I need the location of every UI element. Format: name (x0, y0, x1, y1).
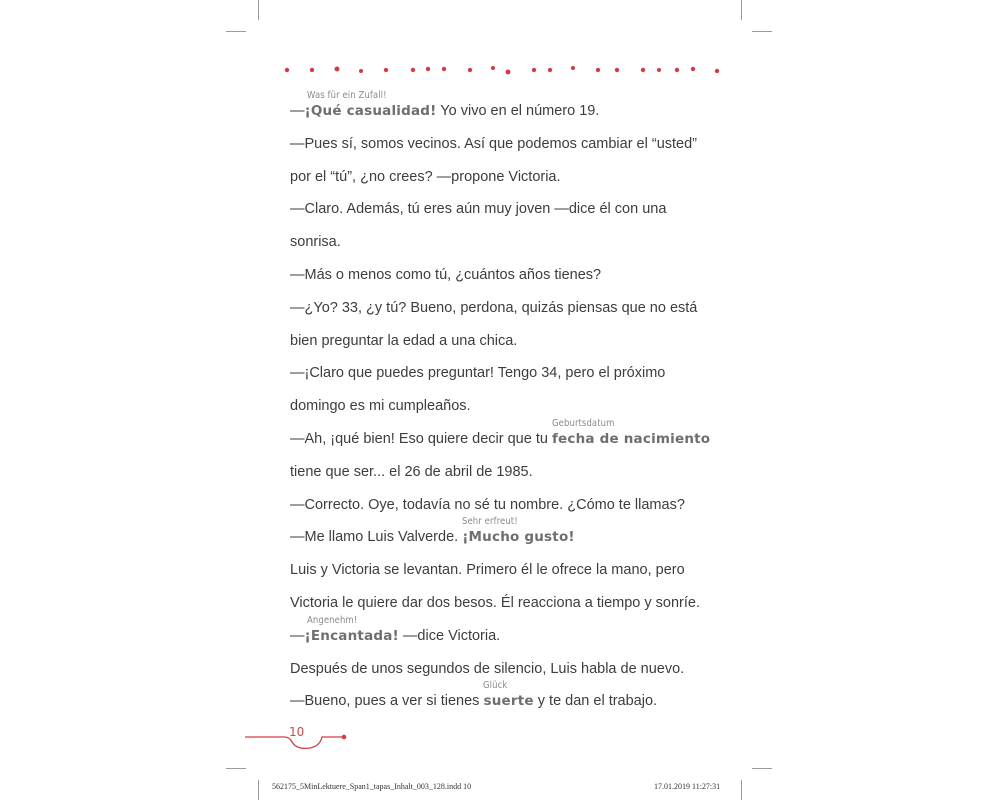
print-slug-date: 17.01.2019 11:27:31 (654, 782, 721, 791)
text-line (290, 594, 700, 612)
text-segment: tiene que ser... el 26 de abril de 1985. (290, 463, 533, 480)
text-segment: Luis y Victoria se levantan. Primero él le ofrece la mano, pero (290, 562, 685, 579)
text-segment: —Claro. Además, tú eres aún muy joven —dice él con una (290, 201, 667, 218)
keyword: ¡Mucho gusto! (462, 529, 575, 546)
crop-mark-bottom-left (258, 780, 259, 800)
text-line (290, 418, 711, 448)
text-line (290, 90, 600, 120)
text-segment: sonrisa. (290, 234, 341, 251)
text-line (290, 200, 666, 218)
text-line (290, 463, 533, 481)
text-segment: bien preguntar la edad a una chica. (290, 332, 518, 349)
text-segment: y te dan el trabajo. (533, 693, 658, 710)
keyword: ¡Encantada! (304, 627, 399, 644)
text-segment: Victoria le quiere dar dos besos. Él reacciona a tiempo y sonríe. (290, 595, 700, 611)
german-gloss: Was für ein Zufall! (306, 90, 387, 101)
keyword: ¡Qué casualidad! (304, 103, 437, 119)
text-line (290, 660, 684, 678)
text-line (290, 332, 517, 350)
text-segment: —¿Yo? 33, ¿y tú? Bueno, perdona, quizás piensas que no está (290, 299, 698, 316)
text-segment: Yo vivo en el número 19. (436, 103, 600, 119)
crop-mark-bottom-right (741, 780, 742, 800)
text-line (290, 168, 561, 186)
text-line (290, 299, 697, 317)
text-line (290, 233, 341, 251)
text-segment: — (290, 103, 305, 119)
text-segment: —Correcto. Oye, todavía no sé tu nombre. ¿Cómo te llamas? (290, 496, 685, 513)
text-segment: —Pues sí, somos vecinos. Así que podemos cambiar el “usted” (290, 135, 697, 152)
text-segment: —Me llamo Luis Valverde. (290, 529, 463, 546)
text-line (290, 680, 658, 710)
text-segment: —Bueno, pues a ver si tienes (290, 693, 484, 710)
page-number: 10 (289, 725, 305, 739)
text-line (290, 135, 697, 153)
keyword-with-gloss (304, 614, 399, 644)
text-line (290, 516, 575, 546)
german-gloss: Sehr erfreut! (462, 516, 518, 528)
keyword-with-gloss (551, 418, 711, 447)
text-segment: por el “tú”, ¿no crees? —propone Victoria. (290, 168, 561, 185)
text-segment: —Más o menos como tú, ¿cuántos años tienes? (290, 267, 602, 283)
crop-mark-left-bottom (226, 768, 246, 769)
print-slug-file: 562175_5MinLektuere_Span1_tapas_Inhalt_003_128.indd 10 (272, 782, 472, 791)
german-gloss: Glück (483, 680, 508, 692)
text-segment: domingo es mi cumpleaños. (290, 398, 471, 415)
keyword: suerte (483, 693, 534, 710)
text-line (290, 496, 685, 514)
keyword-with-gloss (304, 90, 437, 119)
text-segment: —dice Victoria. (398, 627, 501, 644)
text-line (290, 614, 501, 645)
text-line (290, 364, 665, 382)
text-line (290, 561, 685, 579)
keyword-with-gloss (462, 516, 575, 546)
text-line (290, 397, 471, 415)
text-segment: —Ah, ¡qué bien! Eso quiere decir que tu (290, 431, 552, 447)
keyword-with-gloss (483, 680, 534, 710)
text-segment: Después de unos segundos de silencio, Luis habla de nuevo. (290, 660, 685, 677)
text-segment: — (290, 627, 305, 644)
text-segment: —¡Claro que puedes preguntar! Tengo 34, pero el próximo (290, 365, 666, 382)
text-line (290, 266, 601, 284)
german-gloss: Angenehm! (306, 614, 357, 626)
german-gloss: Geburtsdatum (551, 418, 615, 429)
decorative-dot-row (0, 0, 1000, 100)
keyword: fecha de nacimiento (551, 431, 711, 447)
crop-mark-right-bottom (752, 768, 772, 769)
